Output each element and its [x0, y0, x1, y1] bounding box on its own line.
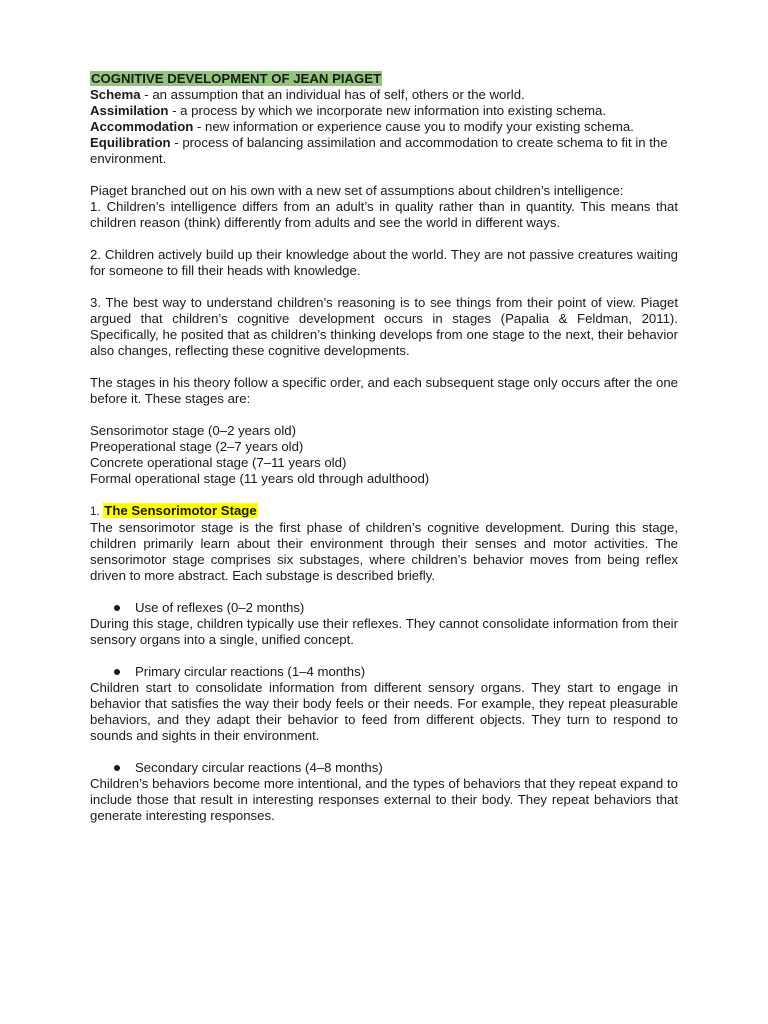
term: Schema [90, 87, 141, 102]
stages-intro: The stages in his theory follow a specific order, and each subsequent stage only occurs after the one before it. These stages are: [90, 375, 678, 406]
bullet-icon [114, 765, 120, 771]
section-heading [90, 503, 678, 520]
intro-paragraph: Piaget branched out on his own with a new set of assumptions about children’s intelligence: [90, 183, 624, 198]
substage-text: During this stage, children typically use their reflexes. They cannot consolidate information from their sensory organs into a single, unified concept. [90, 616, 678, 647]
definition-text: - process of balancing assimilation and accommodation to create schema to fit in the environment. [90, 135, 668, 166]
definition-text: - an assumption that an individual has of self, others or the world. [140, 87, 525, 102]
definition-accommodation [90, 119, 678, 135]
definition-text: - a process by which we incorporate new information into existing schema. [168, 103, 607, 118]
definition-assimilation [90, 103, 678, 119]
bullet-icon [114, 605, 120, 611]
term: Assimilation [90, 103, 169, 118]
document-title: COGNITIVE DEVELOPMENT OF JEAN PIAGET [91, 71, 382, 86]
document-page [90, 71, 678, 824]
section-number: 1. [90, 506, 100, 518]
substage-label: Secondary circular reactions (4–8 months) [135, 760, 383, 775]
assumption-3: 3. The best way to understand children’s reasoning is to see things from their point of view. Piaget argued that children’s cognitive development occurs in stages (Papalia & Feldman, 2011). Specifically, he posited that as children’s thinking develops from one stage to the next, their behavior also changes, reflecting these cognitive developments. [90, 295, 678, 358]
substage-text: Children’s behaviors become more intentional, and the types of behaviors that they repeat expand to include those that result in interesting responses external to their body. They repeat behaviors that generate interesting responses. [90, 776, 678, 823]
assumption-1: 1. Children’s intelligence differs from an adult’s in quality rather than in quantity. This means that children reason (think) differently from adults and see the world in different ways. [90, 199, 678, 230]
assumption-2: 2. Children actively build up their knowledge about the world. They are not passive creatures waiting for someone to fill their heads with knowledge. [90, 247, 678, 278]
definition-text: - new information or experience cause you to modify your existing schema. [193, 119, 634, 134]
substage-text: Children start to consolidate information from different sensory organs. They start to engage in behavior that satisfies the way their body feels or their needs. For example, they repeat pleasurable behaviors, and they adapt their behavior to feed from different objects. They turn to respond to sounds and sights in their environment. [90, 680, 678, 743]
definition-equilibration [90, 135, 678, 167]
stage-item: Formal operational stage (11 years old through adulthood) [90, 471, 430, 486]
substage-label: Primary circular reactions (1–4 months) [135, 664, 366, 679]
stage-item: Preoperational stage (2–7 years old) [90, 439, 304, 454]
substage-bullet [90, 664, 678, 680]
stage-item: Concrete operational stage (7–11 years old) [90, 455, 347, 470]
term: Accommodation [90, 119, 194, 134]
substage-label: Use of reflexes (0–2 months) [135, 600, 305, 615]
section-title: The Sensorimotor Stage [104, 503, 257, 518]
bullet-icon [114, 669, 120, 675]
substage-bullet [90, 600, 678, 616]
definition-schema [90, 87, 678, 103]
section-paragraph: The sensorimotor stage is the first phase of children’s cognitive development. During this stage, children primarily learn about their environment through their senses and motor activities. The sensorimotor stage comprises six substages, where children’s behavior moves from being reflex driven to more abstract. Each substage is described briefly. [90, 520, 678, 583]
stage-item: Sensorimotor stage (0–2 years old) [90, 423, 296, 438]
term: Equilibration [90, 135, 171, 150]
substage-bullet [90, 760, 678, 776]
